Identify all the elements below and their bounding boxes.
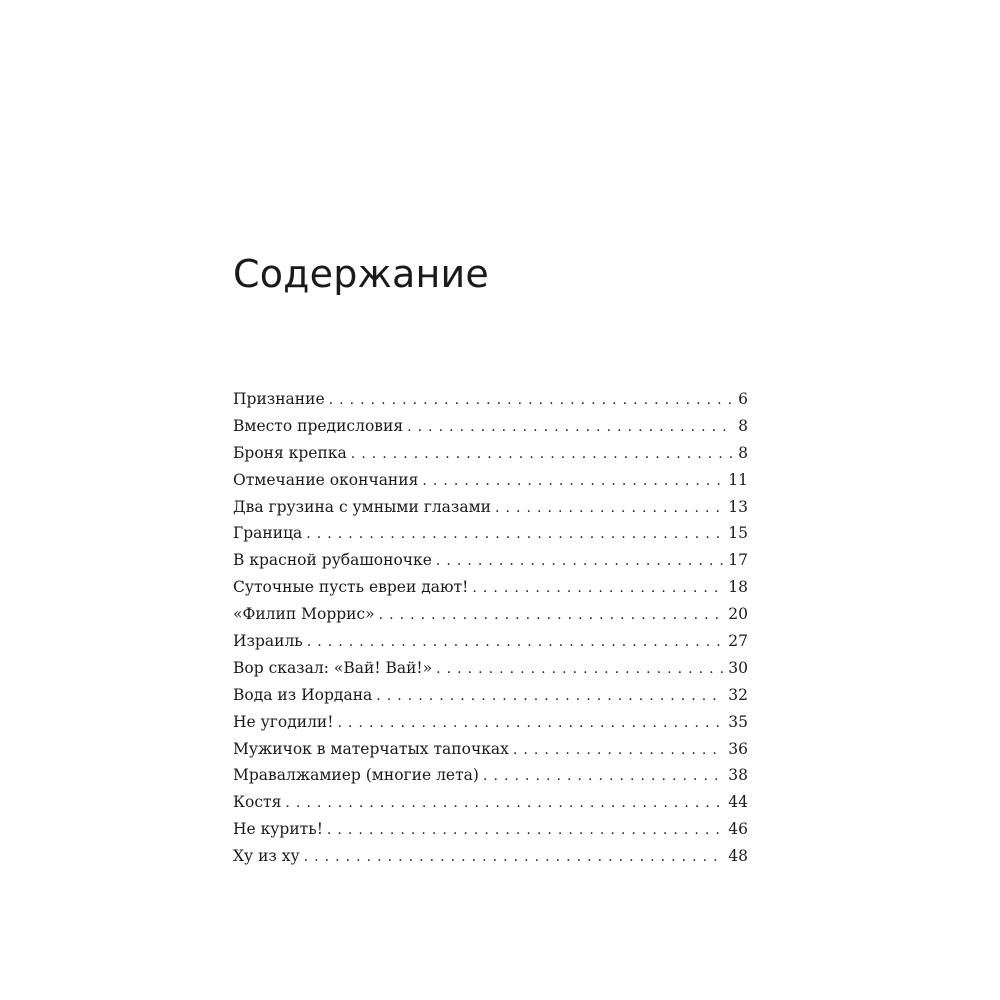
toc-entry[interactable] [233,816,748,843]
toc-entry-title: «Филип Моррис» [233,605,375,624]
toc-entry-title: Вместо предисловия [233,416,404,435]
toc-entry[interactable] [233,386,748,413]
toc-entry-page: 11 [728,470,748,489]
toc-entry-title: Отмечание окончания [233,470,419,489]
toc-entry-title: Два грузина с умными глазами [233,497,491,516]
toc-entry-page: 46 [728,820,748,839]
toc-entry-page: 6 [738,390,748,408]
toc-entry-page: 8 [738,416,748,435]
dot-leader [337,710,724,736]
toc-entry-page: 17 [728,551,748,570]
toc-entry-page: 18 [728,578,748,597]
dot-leader [513,737,724,763]
dot-leader [436,548,724,574]
toc-entry-page: 32 [728,685,748,704]
toc-entry-page: 20 [728,605,748,624]
toc-entry-page: 38 [728,766,748,785]
toc-entry-page: 36 [728,739,748,758]
toc-entry-page: 8 [738,443,748,462]
toc-entry[interactable] [233,682,748,709]
toc-entry-page: 13 [728,497,748,516]
toc-entry[interactable] [233,520,748,547]
page-title: Содержание [233,252,489,296]
table-of-contents [233,386,748,870]
dot-leader [327,817,724,843]
toc-entry[interactable] [233,655,748,682]
toc-entry-title: В красной рубашоночке [233,551,432,570]
dot-leader [495,495,724,521]
dot-leader [351,441,734,467]
toc-entry[interactable] [233,413,748,440]
toc-entry[interactable] [233,709,748,736]
toc-entry-title: Костя [233,793,282,812]
dot-leader [307,629,725,655]
toc-entry-title: Вода из Иордана [233,685,373,704]
dot-leader [472,575,724,601]
toc-entry-page: 30 [728,658,748,677]
toc-entry-title: Суточные пусть евреи дают! [233,578,469,597]
dot-leader [422,468,724,494]
toc-entry[interactable] [233,601,748,628]
toc-entry-title: Ху из ху [233,847,300,866]
toc-entry[interactable] [233,574,748,601]
dot-leader [436,656,724,682]
toc-entry-title: Мравалжамиер (многие лета) [233,766,479,785]
toc-entry-title: Мужичок в матерчатых тапочках [233,739,509,758]
dot-leader [306,521,724,547]
dot-leader [285,790,724,816]
toc-entry-title: Не курить! [233,820,323,839]
toc-entry-page: 27 [728,632,748,651]
toc-entry[interactable] [233,736,748,763]
toc-entry-page: 15 [728,524,748,543]
toc-entry[interactable] [233,494,748,521]
dot-leader [379,602,725,628]
toc-entry[interactable] [233,547,748,574]
toc-entry-title: Израиль [233,632,303,651]
toc-entry-title: Признание [233,390,325,408]
toc-entry[interactable] [233,789,748,816]
toc-entry-page: 44 [728,793,748,812]
dot-leader [304,844,725,870]
toc-entry[interactable] [233,628,748,655]
dot-leader [407,414,734,440]
toc-entry-title: Не угодили! [233,712,334,731]
toc-entry-title: Вор сказал: «Вай! Вай!» [233,658,433,677]
dot-leader [376,683,724,709]
dot-leader [329,387,734,413]
toc-entry-title: Броня крепка [233,443,347,462]
toc-entry-page: 35 [728,712,748,731]
dot-leader [483,763,724,789]
toc-entry-title: Граница [233,524,303,543]
toc-entry[interactable] [233,440,748,467]
toc-entry[interactable] [233,467,748,494]
toc-entry[interactable] [233,762,748,789]
toc-entry-page: 48 [728,847,748,866]
toc-entry[interactable] [233,843,748,870]
